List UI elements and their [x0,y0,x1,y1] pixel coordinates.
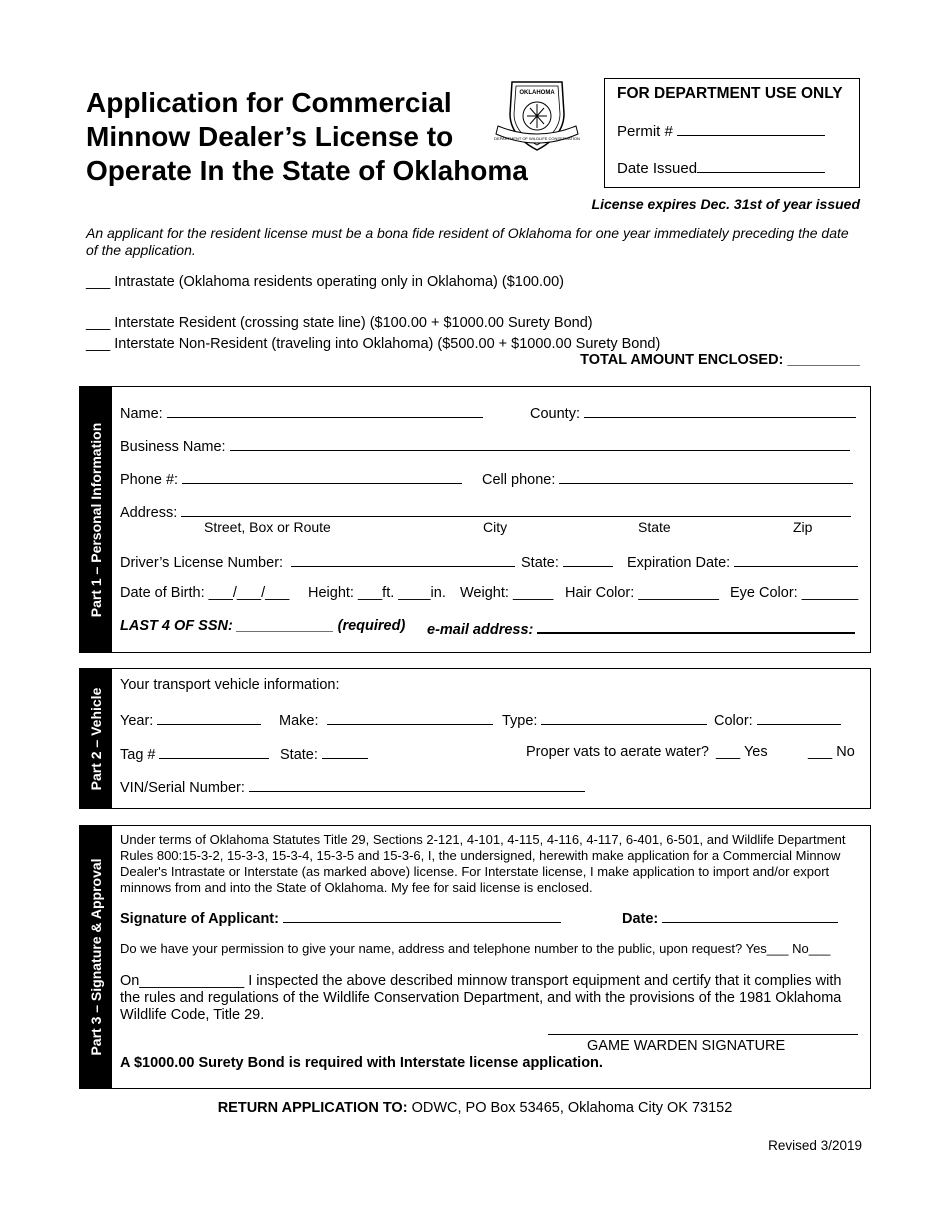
signature-label: Signature of Applicant: [120,911,279,927]
vats-yes-option[interactable]: ___ Yes [716,744,768,760]
return-address [0,1100,950,1116]
warden-signature-line[interactable] [548,1034,858,1035]
hair-color-label: Hair Color: [565,585,635,601]
option-label: Intrastate (Oklahoma residents operating only in Oklahoma) ($100.00) [114,274,564,290]
date-issued-field[interactable] [617,158,825,177]
title-line-2: Minnow Dealer’s License to [86,121,454,152]
year-label: Year: [120,713,154,729]
expires-note: License expires Dec. 31st of year issued [591,196,860,212]
title-line-3: Operate In the State of Oklahoma [86,155,528,186]
county-label: County: [530,406,580,422]
department-use-heading: FOR DEPARTMENT USE ONLY [617,85,843,102]
seal-top-text: OKLAHOMA [519,90,555,96]
option-checkbox-blank: ___ [86,274,111,290]
vin-field[interactable] [120,777,585,796]
intro-text: An applicant for the resident license must be a bona fide resident of Oklahoma for one year immediately preceding the date of the application. [86,225,849,258]
signature-date-field[interactable] [622,908,838,927]
height-label: Height: [308,585,354,601]
part2-vehicle [79,668,871,809]
weight-label: Weight: [460,585,509,601]
expiration-date-field[interactable] [627,552,858,571]
cell-phone-label: Cell phone: [482,472,556,488]
part1-personal-information [79,386,871,653]
email-field[interactable] [427,618,855,638]
address-city-caption: City [483,519,508,535]
part1-sidebar-label: Part 1 – Personal Information [88,422,104,617]
vin-label: VIN/Serial Number: [120,780,245,796]
option-interstate-nonresident[interactable] [86,336,660,352]
permit-label: Permit # [617,123,673,140]
ssn-required-note: (required) [337,618,406,634]
name-label: Name: [120,406,163,422]
statutes-terms-text: Under terms of Oklahoma Statutes Title 29, Sections 2-121, 4-101, 4-115, 4-116, 4-117, 6-401, 6-501, and Wildlife Department Rules 800:15-3-2, 15-3-3, 15-3-4, 15-3-5 and 15-3-6, I, the undersigned, herewith make application for a Commercial Minnow Dealer's Intrastate or Interstate (as marked above) license. For Interstate license, I make application to import and/or export minnows from and into the State of Oklahoma. My fee for said license is enclosed. [120,832,846,895]
address-label: Address: [120,505,178,521]
ssn-label: LAST 4 OF SSN: [120,618,233,634]
vats-question: Proper vats to aerate water? [526,744,709,760]
part2-sidebar-label: Part 2 – Vehicle [88,687,104,790]
vehicle-heading: Your transport vehicle information: [120,677,340,693]
make-label: Make: [279,713,319,729]
part3-sidebar [80,826,112,1088]
drivers-license-label: Driver’s License Number: [120,555,284,571]
hair-color-field[interactable] [565,585,719,601]
vehicle-year-field[interactable] [120,710,261,729]
dob-blank: ___/___/___ [208,585,290,601]
vehicle-state-field[interactable] [280,744,368,763]
business-name-label: Business Name: [120,439,226,455]
height-field[interactable] [308,585,446,601]
return-address-text: ODWC, PO Box 53465, Oklahoma City OK 73152 [411,1100,733,1116]
total-amount-label: TOTAL AMOUNT ENCLOSED: [580,352,784,368]
eye-color-blank: _______ [801,585,859,601]
vats-no-option[interactable]: ___ No [808,744,855,760]
vehicle-state-label: State: [280,747,318,763]
title-line-1: Application for Commercial [86,87,452,118]
inspection-certification-text: On_____________ I inspected the above described minnow transport equipment and certify that it complies with the rules and regulations of the Wildlife Conservation Department, and with the provisions of the 1981 Oklahoma Wildlife Code, Title 29. [120,973,842,1023]
hair-color-blank: __________ [638,585,719,601]
part2-sidebar [80,669,112,808]
option-interstate-resident[interactable] [86,315,593,331]
state-seal-icon [492,74,582,154]
warden-signature-caption: GAME WARDEN SIGNATURE [587,1038,786,1054]
ssn-blank: ____________ [236,618,334,634]
part3-signature-approval [79,825,871,1089]
applicant-signature-field[interactable] [120,908,561,927]
part1-sidebar [80,387,112,652]
expiration-date-label: Expiration Date: [627,555,731,571]
date-issued-label: Date Issued [617,160,698,177]
vehicle-tag-field[interactable] [120,744,269,763]
license-state-label: State: [521,555,559,571]
tag-label: Tag # [120,747,156,763]
option-checkbox-blank: ___ [86,336,111,352]
option-checkbox-blank: ___ [86,315,111,331]
address-street-caption: Street, Box or Route [204,519,331,535]
department-use-box [604,78,860,188]
date-label: Date: [622,911,659,927]
name-field[interactable] [120,403,483,422]
height-blank: ___ft. ____in. [357,585,446,601]
vehicle-color-field[interactable] [714,710,841,729]
drivers-license-field[interactable] [120,552,515,571]
phone-label: Phone #: [120,472,179,488]
revised-date: Revised 3/2019 [768,1138,862,1153]
surety-bond-note: A $1000.00 Surety Bond is required with Interstate license application. [120,1055,603,1071]
total-amount-blank: _________ [787,352,860,368]
option-label: Interstate Resident (crossing state line) ($100.00 + $1000.00 Surety Bond) [114,315,593,331]
email-label: e-mail address: [427,622,534,638]
return-label: RETURN APPLICATION TO: [217,1100,408,1116]
ssn-field[interactable] [120,618,405,634]
eye-color-label: Eye Color: [730,585,798,601]
weight-blank: _____ [512,585,554,601]
address-zip-caption: Zip [793,519,813,535]
dob-label: Date of Birth: [120,585,205,601]
business-name-field[interactable] [120,436,850,455]
county-field[interactable] [530,403,856,422]
license-state-field[interactable] [521,552,613,571]
address-state-caption: State [638,519,671,535]
vehicle-type-field[interactable] [502,710,707,729]
phone-field[interactable] [120,469,462,488]
permission-question[interactable]: Do we have your permission to give your name, address and telephone number to the public, upon request? Yes___ No___ [120,941,831,956]
permit-field[interactable] [617,121,825,140]
vehicle-make-field[interactable] [279,710,493,729]
cell-phone-field[interactable] [482,469,853,488]
type-label: Type: [502,713,538,729]
date-of-birth-field[interactable] [120,585,289,601]
part3-sidebar-label: Part 3 – Signature & Approval [88,858,104,1056]
total-amount-field[interactable] [580,352,860,368]
eye-color-field[interactable] [730,585,858,601]
page-title [86,86,528,188]
color-label: Color: [714,713,753,729]
weight-field[interactable] [460,585,553,601]
option-label: Interstate Non-Resident (traveling into Oklahoma) ($500.00 + $1000.00 Surety Bond) [114,336,661,352]
option-intrastate[interactable] [86,274,564,290]
seal-bottom-text: DEPARTMENT OF WILDLIFE CONSERVATION [494,136,580,141]
